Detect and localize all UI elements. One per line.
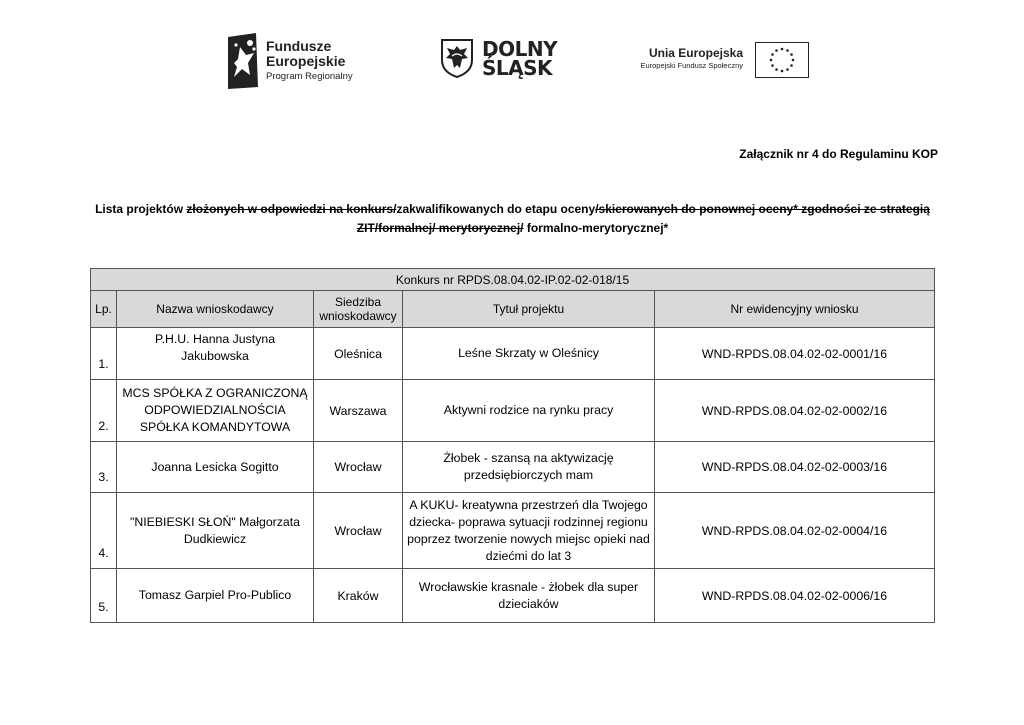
table-row [91,442,935,493]
row-name: P.H.U. Hanna Justyna Jakubowska [117,328,314,380]
contest-number: Konkurs nr RPDS.08.04.02-IP.02-02-018/15 [91,269,935,291]
title-part-3: formalno-merytorycznej* [523,221,669,235]
fe-logo-line2: Europejskie [266,53,346,69]
row-name: "NIEBIESKI SŁOŃ" Małgorzata Dudkiewicz [117,493,314,569]
row-title: Leśne Skrzaty w Oleśnicy [403,328,655,380]
row-title: A KUKU- kreatywna przestrzeń dla Twojego dziecka- poprawa sytuacji rodzinnej regionu poprzez tworzenie nowych miejsc opieki nad dziećmi do lat 3 [403,493,655,569]
row-seat: Wrocław [314,493,403,569]
ds-logo-line2: ŚLĄSK [482,56,553,80]
row-seat: Kraków [314,569,403,623]
table-row [91,328,935,380]
dolny-slask-logo [440,38,570,82]
ue-logo-line2: Europejski Fundusz Społeczny [640,61,743,70]
projects-table [90,268,935,623]
row-nr: WND-RPDS.08.04.02-02-0003/16 [655,442,935,493]
title-part-2: zakwalifikowanych do etapu oceny [396,202,596,216]
title-part-1: Lista projektów [95,202,187,216]
table-row [91,569,935,623]
row-lp: 2. [91,380,117,442]
unia-europejska-logo [622,42,812,82]
row-name: Joanna Lesicka Sogitto [117,442,314,493]
logo-bar [0,30,1024,90]
row-name: Tomasz Garpiel Pro-Publico [117,569,314,623]
fe-star-icon [228,33,262,89]
row-nr: WND-RPDS.08.04.02-02-0001/16 [655,328,935,380]
row-title: Aktywni rodzice na rynku pracy [403,380,655,442]
row-lp: 4. [91,493,117,569]
row-title: Wrocławskie krasnale - żłobek dla super dzieciaków [403,569,655,623]
annex-label: Załącznik nr 4 do Regulaminu KOP [739,147,938,161]
table-row [91,493,935,569]
title-strike-2: /skierowanych do ponownej oceny* zgodności ze strategią ZIT/formalnej/ merytorycznej/ [356,202,930,235]
title-strike-1: złożonych w odpowiedzi na konkurs/ [186,202,397,216]
header-name: Nazwa wnioskodawcy [117,291,314,328]
ue-logo-line1: Unia Europejska [648,46,743,60]
fundusze-europejskie-logo [228,33,368,89]
header-nr: Nr ewidencyjny wniosku [655,291,935,328]
row-seat: Wrocław [314,442,403,493]
header-lp: Lp. [91,291,117,328]
row-lp: 3. [91,442,117,493]
ds-logo-line1: DOLNY [482,37,558,61]
row-seat: Oleśnica [314,328,403,380]
row-nr: WND-RPDS.08.04.02-02-0002/16 [655,380,935,442]
header-seat: Siedziba wnioskodawcy [314,291,403,328]
header-title: Tytuł projektu [403,291,655,328]
header-row [91,291,935,328]
eu-flag-icon [755,42,809,78]
table-row [91,380,935,442]
row-nr: WND-RPDS.08.04.02-02-0006/16 [655,569,935,623]
fe-logo-line1: Fundusze [266,38,332,54]
row-seat: Warszawa [314,380,403,442]
row-nr: WND-RPDS.08.04.02-02-0004/16 [655,493,935,569]
fe-logo-line3: Program Regionalny [266,71,353,82]
eagle-crest-icon [440,38,474,78]
contest-row [91,269,935,291]
row-lp: 1. [91,328,117,380]
list-title [90,200,935,238]
row-lp: 5. [91,569,117,623]
row-title: Żłobek - szansą na aktywizację przedsiębiorczych mam [403,442,655,493]
row-name: MCS SPÓŁKA Z OGRANICZONĄ ODPOWIEDZIALNOŚCIA SPÓŁKA KOMANDYTOWA [117,380,314,442]
